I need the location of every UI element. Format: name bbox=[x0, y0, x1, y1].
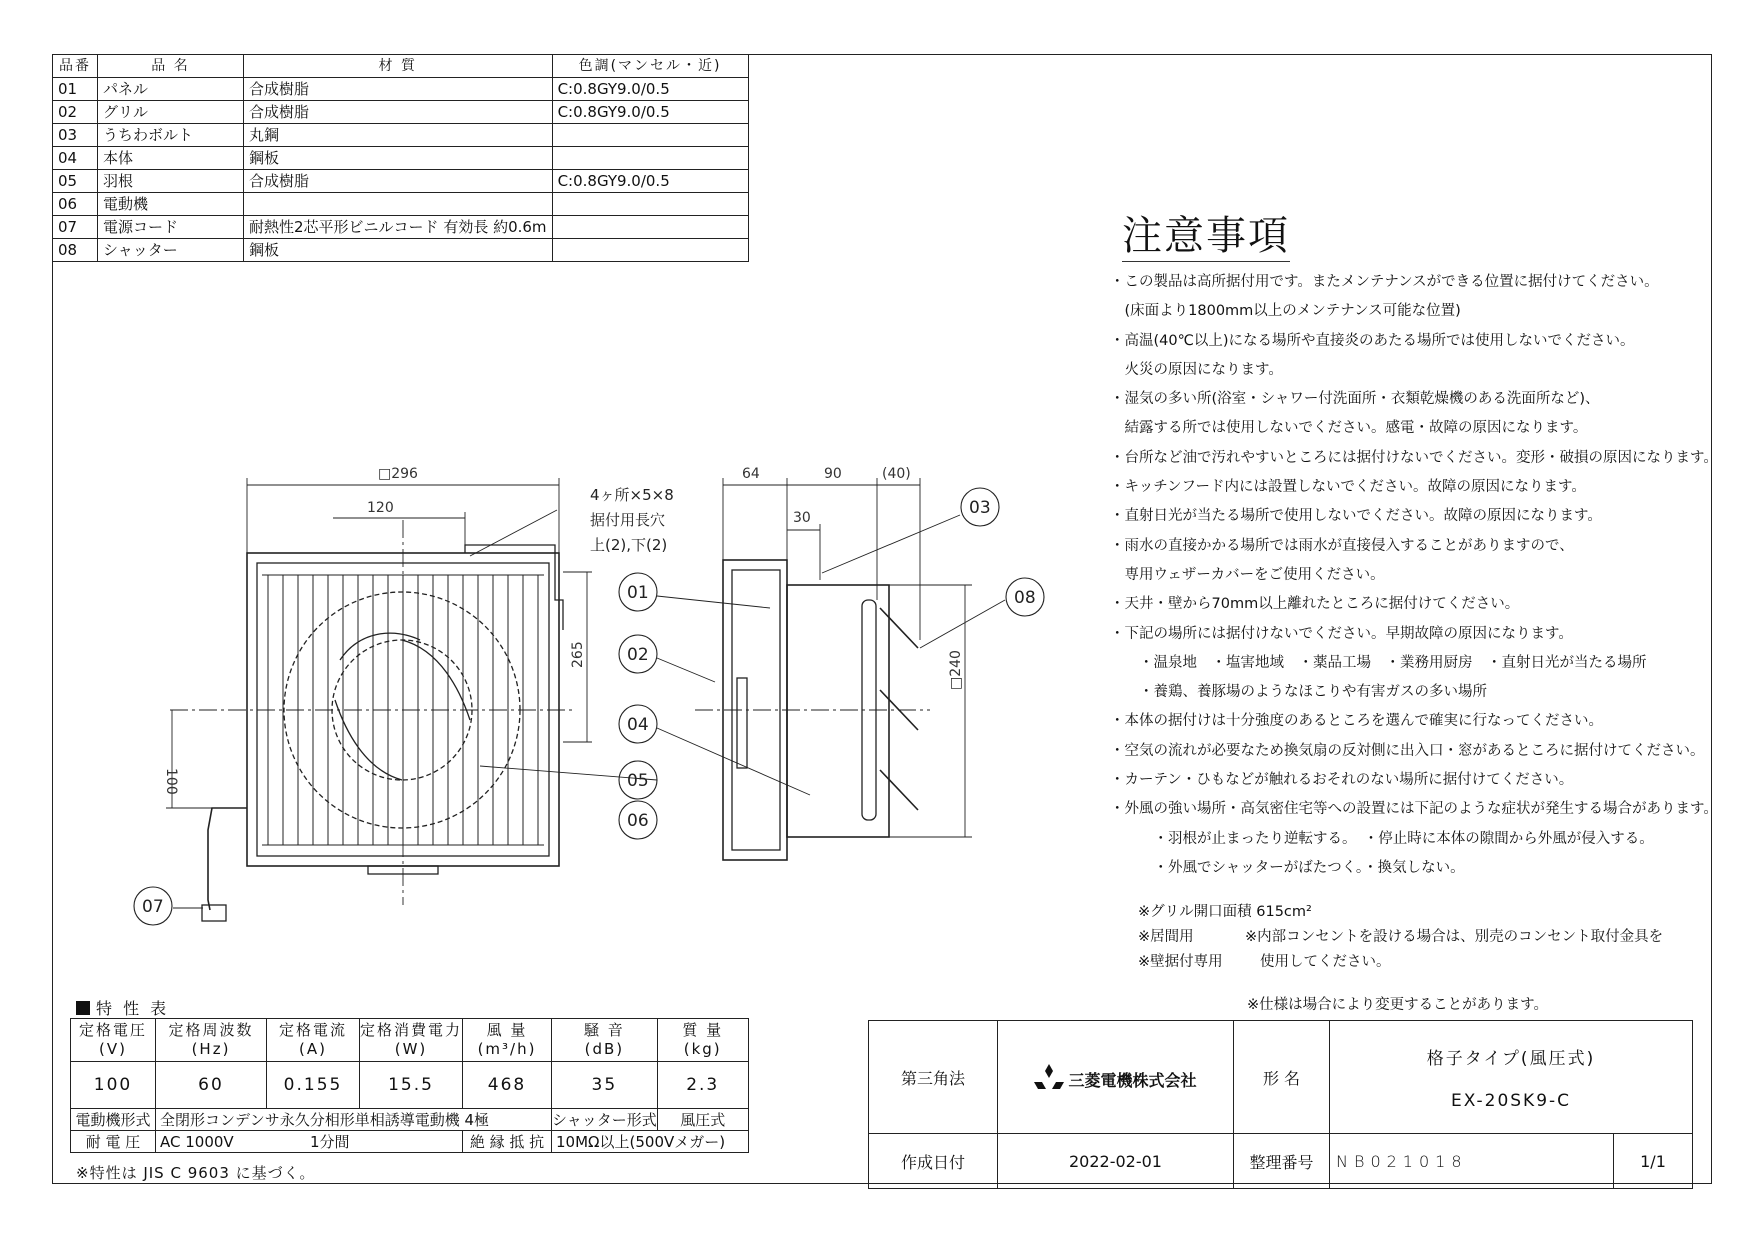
spec-header-unit: (dB) bbox=[584, 1040, 625, 1058]
footnote-outlet-2: 使用してください。 bbox=[1260, 954, 1391, 970]
footnote-outlet-1: ※内部コンセントを設ける場合は、別売のコンセント取付金具を bbox=[1245, 929, 1664, 945]
cord-plug bbox=[202, 905, 226, 921]
callout-08: 08 bbox=[1014, 588, 1036, 608]
dim-depth-c-text: (40) bbox=[882, 466, 911, 482]
motor-type-value: 全閉形コンデンサ永久分相形単相誘導電動機 4極 bbox=[156, 1109, 552, 1131]
hole-note-line2: 据付用長穴 bbox=[590, 511, 666, 529]
spec-header-label: 騒 音 bbox=[583, 1021, 625, 1039]
part-material: 鋼板 bbox=[244, 147, 553, 170]
part-material: 耐熱性2芯平形ビニルコード 有効長 約0.6m bbox=[244, 216, 553, 239]
callout-01: 01 bbox=[627, 583, 649, 603]
spec-header-label: 風 量 bbox=[486, 1021, 528, 1039]
panel-cutaway bbox=[465, 545, 563, 630]
part-number: 02 bbox=[53, 101, 98, 124]
callout-03: 03 bbox=[969, 498, 991, 518]
callout-07: 07 bbox=[142, 897, 164, 917]
spec-header-unit: (A) bbox=[299, 1040, 327, 1058]
spec-title-text: 特 性 表 bbox=[96, 999, 170, 1018]
part-number: 06 bbox=[53, 193, 98, 216]
product-type: 格子タイプ(風圧式) bbox=[1426, 1048, 1596, 1069]
spec-header-label: 定格電圧 bbox=[78, 1021, 147, 1039]
footnotes bbox=[1138, 900, 1663, 975]
spec-header bbox=[463, 1019, 552, 1062]
power-cord bbox=[208, 808, 247, 910]
part-number: 01 bbox=[53, 78, 98, 101]
notes-title: 注意事項 bbox=[1122, 204, 1290, 262]
note-item: ・雨水の直接かかる場所では雨水が直接侵入することがありますので、 bbox=[1110, 537, 1574, 554]
spec-header bbox=[552, 1019, 658, 1062]
part-name: グリル bbox=[98, 101, 244, 124]
date-label: 作成日付 bbox=[869, 1134, 998, 1189]
spec-header-label: 定格消費電力 bbox=[360, 1021, 463, 1039]
part-color: C:0.8GY9.0/0.5 bbox=[552, 78, 748, 101]
shutter-blades bbox=[880, 608, 918, 810]
dim-offset-text: 120 bbox=[367, 500, 394, 516]
footnote-residential: ※居間用 bbox=[1138, 929, 1194, 945]
spec-title bbox=[76, 996, 169, 1019]
dim-depth-d-text: 30 bbox=[793, 510, 811, 526]
motor-type-label: 電動機形式 bbox=[71, 1109, 156, 1131]
note-item: ・温泉地 ・塩害地域 ・薬品工場 ・業務用厨房 ・直射日光が当たる場所 bbox=[1110, 654, 1647, 671]
spec-header-unit: (W) bbox=[394, 1040, 428, 1058]
side-body bbox=[787, 585, 889, 837]
spec-change-note: ※仕様は場合により変更することがあります。 bbox=[1247, 997, 1548, 1013]
note-item: ・台所など油で汚れやすいところには据付けないでください。変形・破損の原因になります。 bbox=[1110, 449, 1718, 466]
notes-list bbox=[1110, 268, 1718, 883]
part-name: 電動機 bbox=[98, 193, 244, 216]
spec-header-label: 定格電流 bbox=[278, 1021, 347, 1039]
model-label: 形 名 bbox=[1234, 1021, 1330, 1134]
part-name: 羽根 bbox=[98, 170, 244, 193]
spec-value: 60 bbox=[156, 1062, 267, 1109]
parts-header-no: 品番 bbox=[53, 55, 98, 78]
projection-method: 第三角法 bbox=[869, 1021, 998, 1134]
note-item: ・外風の強い場所・高気密住宅等への設置には下記のような症状が発生する場合があります。 bbox=[1110, 801, 1718, 818]
insulation-label: 絶 縁 抵 抗 bbox=[463, 1131, 552, 1153]
part-name: パネル bbox=[98, 78, 244, 101]
footnote-grill-area: ※グリル開口面積 615cm² bbox=[1138, 904, 1312, 920]
dim-width-text: □296 bbox=[378, 466, 418, 482]
spec-header bbox=[71, 1019, 156, 1062]
spec-header-unit: (kg) bbox=[683, 1040, 722, 1058]
square-icon bbox=[76, 1001, 90, 1015]
part-color: C:0.8GY9.0/0.5 bbox=[552, 101, 748, 124]
spec-header bbox=[156, 1019, 267, 1062]
withstand-value: AC 1000V bbox=[160, 1133, 234, 1151]
part-name: 本体 bbox=[98, 147, 244, 170]
note-item: 専用ウェザーカバーをご使用ください。 bbox=[1110, 566, 1385, 583]
parts-header-color: 色調(マンセル・近) bbox=[552, 55, 748, 78]
spec-value: 468 bbox=[463, 1062, 552, 1109]
dim-depth-b-text: 90 bbox=[824, 466, 842, 482]
spec-standard-note: ※特性は JIS C 9603 に基づく。 bbox=[76, 1164, 316, 1182]
callout-02: 02 bbox=[627, 645, 649, 665]
spec-header bbox=[267, 1019, 360, 1062]
note-item: ・養鶏、養豚場のようなほこりや有害ガスの多い場所 bbox=[1110, 684, 1487, 701]
footnote-wall-only: ※壁据付専用 bbox=[1138, 954, 1223, 970]
withstand-row bbox=[156, 1131, 463, 1153]
callout-06: 06 bbox=[627, 811, 649, 831]
note-item: (床面より1800mm以上のメンテナンス可能な位置) bbox=[1110, 303, 1461, 320]
note-item: ・羽根が止まったり逆転する。 ・停止時に本体の隙間から外風が侵入する。 bbox=[1110, 830, 1654, 847]
spec-header bbox=[360, 1019, 463, 1062]
part-material: 合成樹脂 bbox=[244, 101, 553, 124]
withstand-label: 耐 電 圧 bbox=[71, 1131, 156, 1153]
spec-header-unit: (V) bbox=[99, 1040, 127, 1058]
spec-header-label: 質 量 bbox=[682, 1021, 724, 1039]
part-name: 電源コード bbox=[98, 216, 244, 239]
spec-header-label: 定格周波数 bbox=[168, 1021, 254, 1039]
spec-value: 15.5 bbox=[360, 1062, 463, 1109]
spec-value: 35 bbox=[552, 1062, 658, 1109]
side-grill bbox=[737, 678, 747, 768]
note-item: ・カーテン・ひもなどが触れるおそれのない場所に据付けてください。 bbox=[1110, 772, 1574, 789]
shutter-type-value: 風圧式 bbox=[657, 1109, 748, 1131]
part-number: 07 bbox=[53, 216, 98, 239]
part-number: 03 bbox=[53, 124, 98, 147]
note-item: ・本体の据付けは十分強度のあるところを選んで確実に行なってください。 bbox=[1110, 713, 1603, 730]
model-number: EX-20SK9-C bbox=[1450, 1090, 1572, 1111]
part-name: うちわボルト bbox=[98, 124, 244, 147]
dim-height-text: 265 bbox=[570, 641, 586, 668]
dim-opening-text: □240 bbox=[948, 650, 964, 690]
spec-value: 2.3 bbox=[657, 1062, 748, 1109]
dim-depth-a-text: 64 bbox=[742, 466, 760, 482]
part-material: 丸鋼 bbox=[244, 124, 553, 147]
note-item: ・直射日光が当たる場所で使用しないでください。故障の原因になります。 bbox=[1110, 508, 1602, 525]
note-item: ・天井・壁から70mm以上離れたところに据付けてください。 bbox=[1110, 596, 1520, 613]
callout-04: 04 bbox=[627, 715, 649, 735]
shutter-type-label: シャッター形式 bbox=[552, 1109, 658, 1131]
product-cell bbox=[1330, 1021, 1693, 1134]
note-item: ・湿気の多い所(浴室・シャワー付洗面所・衣類乾燥機のある洗面所など)、 bbox=[1110, 391, 1600, 408]
footnote-row-residential bbox=[1138, 925, 1663, 950]
company-name: 三菱電機株式会社 bbox=[1068, 1070, 1197, 1090]
insulation-value: 10MΩ以上(500Vメガー) bbox=[552, 1131, 749, 1153]
hole-note-line3: 上(2),下(2) bbox=[590, 536, 668, 554]
dim-cord-text: 100 bbox=[163, 768, 179, 795]
spec-value: 0.155 bbox=[267, 1062, 360, 1109]
creation-date: 2022-02-01 bbox=[998, 1134, 1234, 1189]
part-number: 08 bbox=[53, 239, 98, 262]
spec-header-unit: (m³/h) bbox=[477, 1040, 537, 1058]
callout-05: 05 bbox=[627, 771, 649, 791]
footnote-row-wall bbox=[1138, 950, 1663, 975]
parts-header-material: 材 質 bbox=[244, 55, 553, 78]
part-number: 04 bbox=[53, 147, 98, 170]
withstand-time: 1分間 bbox=[310, 1133, 350, 1151]
part-material: 合成樹脂 bbox=[244, 170, 553, 193]
spec-table bbox=[70, 1018, 749, 1153]
note-item: ・高温(40℃以上)になる場所や直接炎のあたる場所では使用しないでください。 bbox=[1110, 332, 1635, 349]
note-item: 結露する所では使用しないでください。感電・故障の原因になります。 bbox=[1110, 420, 1588, 437]
part-name: シャッター bbox=[98, 239, 244, 262]
spec-header bbox=[657, 1019, 748, 1062]
doc-number: NB021018 bbox=[1330, 1134, 1614, 1189]
spec-header-unit: (Hz) bbox=[191, 1040, 231, 1058]
mitsubishi-logo-icon bbox=[1034, 1064, 1064, 1090]
spec-value: 100 bbox=[71, 1062, 156, 1109]
note-item: ・キッチンフード内には設置しないでください。故障の原因になります。 bbox=[1110, 479, 1586, 496]
note-item: ・外風でシャッターがばたつく。・換気しない。 bbox=[1110, 859, 1465, 876]
note-item: ・空気の流れが必要なため換気扇の反対側に出入口・窓があるところに据付けてください。 bbox=[1110, 742, 1705, 759]
part-material: 鋼板 bbox=[244, 239, 553, 262]
caution-notes bbox=[1110, 204, 1718, 883]
part-number: 05 bbox=[53, 170, 98, 193]
doc-number-label: 整理番号 bbox=[1234, 1134, 1330, 1189]
sheet-number: 1/1 bbox=[1614, 1134, 1693, 1189]
note-item: 火災の原因になります。 bbox=[1110, 361, 1283, 378]
hole-note-line1: 4ヶ所×5×8 bbox=[590, 486, 674, 504]
parts-header-name: 品 名 bbox=[98, 55, 244, 78]
note-item: ・この製品は高所据付用です。またメンテナンスができる位置に据付けてください。 bbox=[1110, 274, 1659, 290]
note-item: ・下記の場所には据付けないでください。早期故障の原因になります。 bbox=[1110, 625, 1573, 642]
part-material: 合成樹脂 bbox=[244, 78, 553, 101]
company-cell bbox=[998, 1021, 1234, 1134]
title-block bbox=[868, 1020, 1693, 1189]
part-color: C:0.8GY9.0/0.5 bbox=[552, 170, 748, 193]
